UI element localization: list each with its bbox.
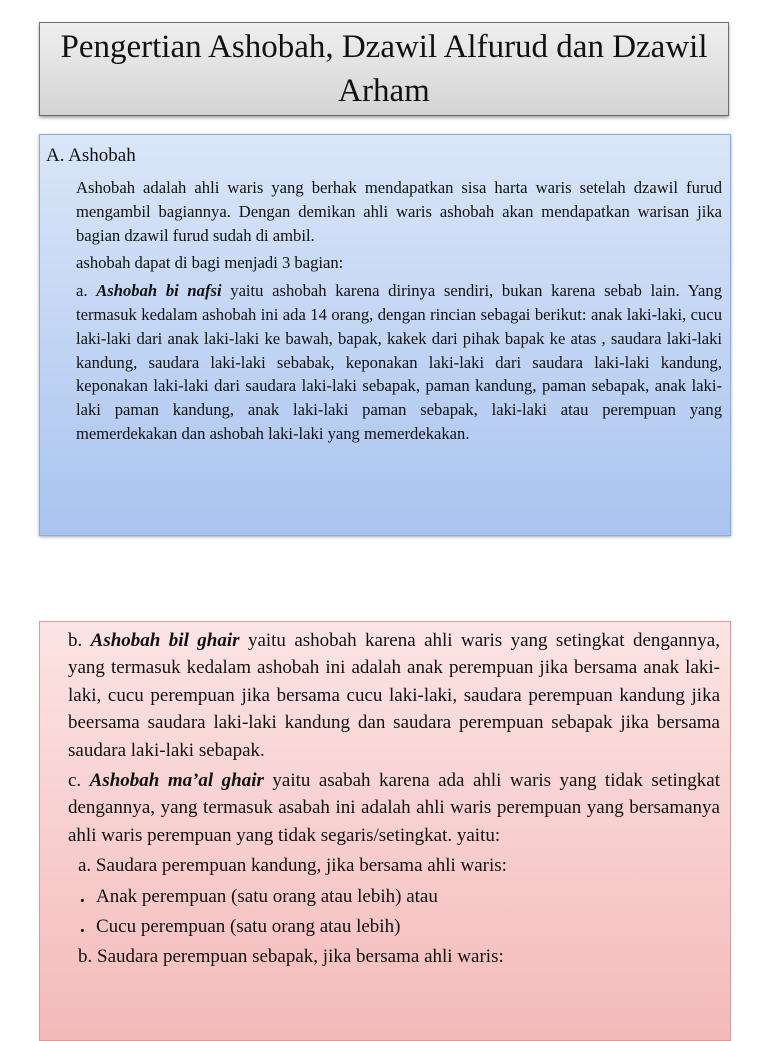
item-c-prefix: c. [68, 770, 90, 792]
item-b-prefix: b. [68, 630, 91, 651]
item-a-text: yaitu ashobah karena dirinya sendiri, bukan karena sebab lain. Yang termasuk kedalam ashobah ini ada 14 orang, dengan rincian sebagai berikut: anak laki-laki, cucu laki-laki dari anak laki-laki ke bawah, bapak, kakek dari pihak bapak ke atas , saudara laki-laki kandung, saudara laki-laki sebabak, keponakan laki-laki dari saudara laki-laki kandung, keponakan laki-laki dari saudara laki-laki sebapak, paman kandung, paman sebapak, anak laki-laki paman kandung, anak laki-laki paman sebapak, laki-laki atau perempuan yang memerdekakan dan ashobah laki-laki yang memerdekakan. [76, 281, 722, 443]
item-b-term: Ashobah bil ghair [90, 630, 240, 651]
sub-item-b: b. Saudara perempuan sebapak, jika bersama ahli waris: [78, 946, 504, 968]
list-item-text: Anak perempuan (satu orang atau lebih) atau [96, 885, 438, 907]
ashobah-division: ashobah dapat di bagi menjadi 3 bagian: [76, 253, 344, 273]
page-title: Pengertian Ashobah, Dzawil Alfurud dan Dzawil Arham [60, 29, 708, 109]
title-box [39, 22, 729, 116]
item-c-text: yaitu asabah karena ada ahli waris yang tidak setingkat dengannya, yang termasuk asabah ini adalah ahli waris perempuan yang bersamanya ahli waris perempuan yang tidak segaris/setingkat. yaitu: [68, 770, 720, 846]
list-item [68, 883, 720, 910]
list-item-text: Cucu perempuan (satu orang atau lebih) [96, 916, 401, 938]
bullet-icon: . [80, 916, 85, 938]
sub-item-a: a. Saudara perempuan kandung, jika bersama ahli waris: [78, 855, 507, 877]
item-b-paragraph [68, 627, 720, 764]
ashobah-definition: Ashobah adalah ahli waris yang berhak mendapatkan sisa harta waris setelah dzawil furud mengambil bagiannya. Dengan demikan ahli waris ashobah akan mendapatkan warisan jika bagian dzawil furud sudah di ambil. [76, 178, 722, 245]
item-a-term: Ashobah bi nafsi [96, 281, 222, 301]
item-a-paragraph [76, 279, 722, 446]
list-item [68, 913, 720, 940]
bullet-icon: . [80, 885, 85, 907]
ashobah-continued-box [39, 621, 731, 1041]
section-heading: A. Ashobah [46, 145, 136, 166]
item-a-prefix: a. [76, 281, 97, 301]
ashobah-body [76, 176, 722, 446]
item-b-text: yaitu ashobah karena ahli waris yang setingkat dengannya, yang termasuk kedalam ashobah ini adalah anak perempuan jika bersama anak laki-laki, cucu perempuan jika bersama cucu laki-laki, saudara perempuan kandung jika beersama saudara laki-laki kandung dan saudara perempuan sebapak jika bersama saudara laki-laki sebapak. [68, 630, 720, 761]
item-c-paragraph [68, 767, 720, 849]
ashobah-continued-body [68, 627, 720, 971]
item-c-term: Ashobah ma’al ghair [89, 770, 264, 792]
ashobah-section-box [39, 134, 731, 536]
